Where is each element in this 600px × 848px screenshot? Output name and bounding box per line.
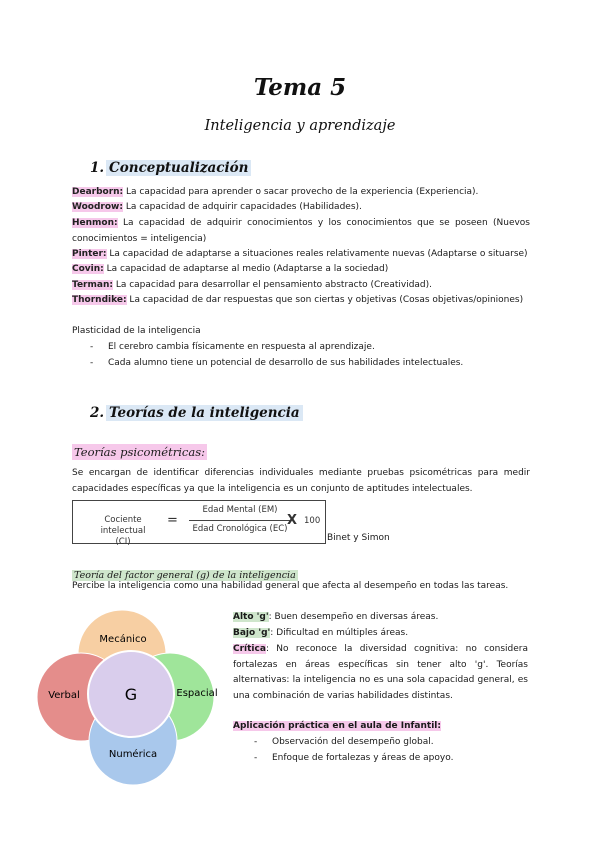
formula-left bbox=[82, 515, 164, 548]
critica-paragraph bbox=[233, 642, 528, 704]
definition-author: Woodrow: bbox=[72, 202, 123, 212]
formula-credit: Binet y Simon bbox=[327, 533, 390, 543]
definition-author: Dearborn: bbox=[72, 187, 124, 197]
gfactor-title: Teoría del factor general (g) de la inteligencia bbox=[74, 570, 296, 581]
definition-text: La capacidad para desarrollar el pensamiento abstracto (Creatividad). bbox=[112, 280, 433, 290]
alto-g-line bbox=[233, 610, 438, 626]
list-item: - Cada alumno tiene un potencial de desarrollo de sus habilidades intelectuales. bbox=[90, 358, 464, 368]
definition-text: La capacidad de dar respuestas que son ciertas y objetivas (Cosas objetivas/opiniones) bbox=[126, 295, 524, 305]
bajo-g-text: : Dificultad en múltiples áreas. bbox=[270, 628, 409, 638]
definition-item bbox=[72, 293, 530, 309]
iq-formula bbox=[72, 500, 326, 547]
aplicacion-heading bbox=[233, 719, 441, 735]
bajo-g-line bbox=[233, 626, 408, 642]
list-item-text: Observación del desempeño global. bbox=[272, 737, 434, 747]
list-item-text: El cerebro cambia físicamente en respuesta al aprendizaje. bbox=[108, 342, 375, 352]
psychometric-heading bbox=[72, 441, 207, 460]
definition-item bbox=[72, 216, 530, 247]
formula-denominator: Edad Cronológica (EC) bbox=[192, 524, 288, 534]
formula-left-top: Cociente intelectual bbox=[100, 515, 146, 536]
psychometric-text: Se encargan de identificar diferencias individuales mediante pruebas psicométricas para medir capacidades específicas ya que la inteligencia es un conjunto de aptitudes intelectuales. bbox=[72, 468, 530, 494]
venn-label-verbal: Verbal bbox=[48, 690, 80, 701]
aplicacion-title: Aplicación práctica en el aula de Infantil: bbox=[233, 721, 441, 731]
list-item-text: Cada alumno tiene un potencial de desarrollo de sus habilidades intelectuales. bbox=[108, 358, 464, 368]
formula-left-bottom: (CI) bbox=[115, 537, 131, 547]
definition-text: La capacidad de adquirir capacidades (Habilidades). bbox=[122, 202, 362, 212]
list-item: - Enfoque de fortalezas y áreas de apoyo. bbox=[254, 753, 454, 763]
section-1-title: Conceptualización bbox=[106, 160, 251, 176]
alto-g-label: Alto 'g' bbox=[233, 612, 269, 622]
list-item-text: Enfoque de fortalezas y áreas de apoyo. bbox=[272, 753, 454, 763]
section-1-number: 1. bbox=[90, 160, 105, 176]
definition-author: Terman: bbox=[72, 280, 113, 290]
definition-item bbox=[72, 278, 530, 294]
psychometric-title: Teorías psicométricas: bbox=[74, 445, 205, 459]
formula-times: X bbox=[287, 513, 298, 528]
definition-text: La capacidad de adaptarse al medio (Adaptarse a la sociedad) bbox=[103, 264, 389, 274]
section-2-number: 2. bbox=[90, 405, 105, 421]
formula-equals: = bbox=[167, 513, 178, 528]
venn-label-mecanico: Mecánico bbox=[99, 634, 147, 645]
definition-item bbox=[72, 262, 530, 278]
critica-label: Crítica bbox=[233, 644, 266, 654]
plasticity-title: Plasticidad de la inteligencia bbox=[72, 326, 201, 336]
definition-author: Henmon: bbox=[72, 218, 118, 228]
formula-factor: 100 bbox=[304, 516, 321, 526]
definition-author: Pinter: bbox=[72, 249, 107, 259]
page-subtitle: Inteligencia y aprendizaje bbox=[204, 118, 396, 134]
venn-label-g: G bbox=[124, 685, 138, 704]
venn-label-espacial: Espacial bbox=[176, 688, 218, 699]
section-2-title: Teorías de la inteligencia bbox=[106, 405, 303, 421]
critica-text: : No reconoce la diversidad cognitiva: no considera fortalezas en áreas específicas sin tener alto 'g'. Teorías alternativas: la inteligencia no es una sola capacidad general, es una combinación de varias habilidades distintas. bbox=[233, 644, 528, 701]
alto-g-text: : Buen desempeño en diversas áreas. bbox=[268, 612, 439, 622]
list-item: - El cerebro cambia físicamente en respuesta al aprendizaje. bbox=[90, 342, 375, 352]
list-item: - Observación del desempeño global. bbox=[254, 737, 434, 747]
definition-author: Covin: bbox=[72, 264, 104, 274]
section-1-heading bbox=[90, 160, 251, 176]
definition-item bbox=[72, 200, 530, 216]
definition-text: La capacidad de adaptarse a situaciones reales relativamente nuevas (Adaptarse o situarse) bbox=[106, 249, 528, 259]
formula-fraction-line bbox=[189, 520, 291, 521]
bajo-g-label: Bajo 'g' bbox=[233, 628, 271, 638]
venn-label-numerica: Numérica bbox=[108, 749, 158, 760]
gfactor-text: Percibe la inteligencia como una habilidad general que afecta al desempeño en todas las tareas. bbox=[72, 581, 509, 591]
definition-text: La capacidad para aprender o sacar provecho de la experiencia (Experiencia). bbox=[123, 187, 479, 197]
formula-numerator: Edad Mental (EM) bbox=[202, 505, 278, 515]
definition-text: La capacidad de adquirir conocimientos y los conocimientos que se poseen (Nuevos conocimientos = inteligencia) bbox=[72, 218, 530, 244]
definition-author: Thorndike: bbox=[72, 295, 127, 305]
g-factor-venn-diagram bbox=[36, 606, 226, 796]
section-2-heading bbox=[90, 405, 303, 421]
definition-item bbox=[72, 247, 530, 263]
page-title: Tema 5 bbox=[253, 74, 347, 101]
definition-item bbox=[72, 185, 530, 201]
